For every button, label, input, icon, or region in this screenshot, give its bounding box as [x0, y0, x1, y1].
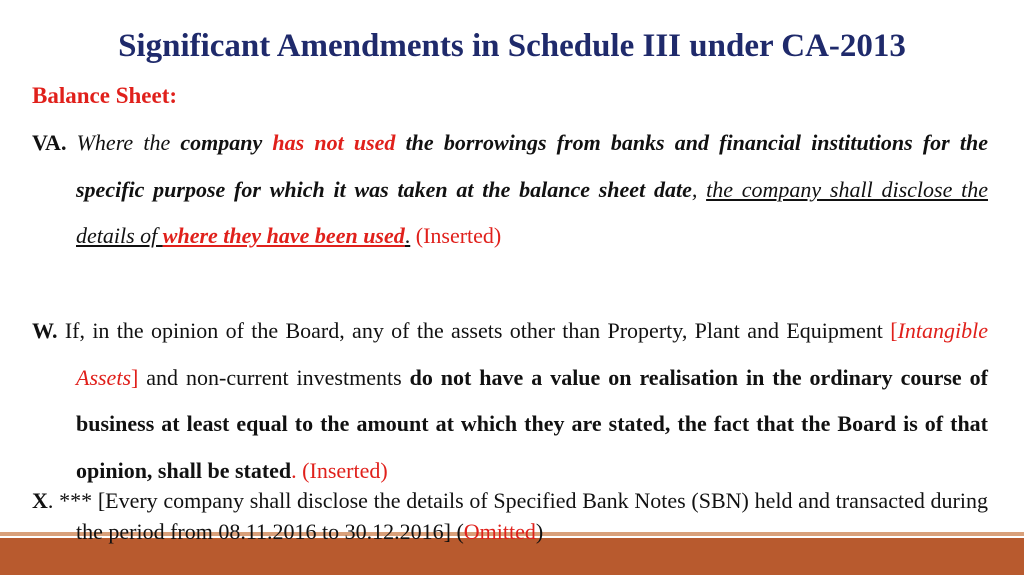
para-va-where-used: where they have been used	[162, 223, 405, 248]
paragraph-x	[32, 485, 988, 547]
para-w-label: W.	[32, 318, 58, 343]
para-va-company: company	[180, 130, 263, 155]
para-w-bold-text: do not have a value on realisation in the ordinary course of business at least equal to the amount at which they are stated, the fact that the Board is of that opinion, shall be stated	[76, 364, 988, 483]
para-va-comma: ,	[691, 176, 707, 202]
para-x-label: X	[32, 488, 48, 513]
slide-title: Significant Amendments in Schedule III under CA-2013	[118, 28, 906, 64]
para-va-inserted-tag: (Inserted)	[410, 223, 502, 248]
para-x-close: )	[535, 519, 544, 544]
para-w-bracket-close: ]	[131, 364, 139, 390]
para-va-borrowings-text: the borrowings from banks and financial institutions for the specific purpose for which it was taken at the balance sheet date	[76, 130, 988, 202]
para-x-omitted: Omitted	[463, 519, 536, 544]
para-va-period: .	[404, 223, 411, 248]
para-x-text: . *** [Every company shall disclose the details of Specified Bank Notes (SBN) held and transacted during the period from 08.11.2016 to 30.12.2016] (	[47, 488, 988, 544]
para-va-space	[262, 130, 272, 155]
para-w-bracket-open: [	[890, 318, 898, 343]
paragraph-w	[32, 308, 988, 494]
para-va-has-not-used: has not used	[272, 130, 396, 155]
para-va-disclose-text: the company shall disclose the details of	[76, 176, 988, 248]
para-w-text-1: If, in the opinion of the Board, any of the assets other than Property, Plant and Equipment	[57, 318, 891, 343]
para-va-label: VA.	[32, 130, 67, 155]
para-w-text-2: and non-current investments	[138, 364, 410, 390]
para-w-intangible-assets: Intangible Assets	[76, 318, 988, 390]
para-w-inserted-tag: . (Inserted)	[291, 457, 388, 483]
paragraph-va	[32, 120, 988, 260]
para-va-text-1: Where the	[66, 130, 181, 155]
section-heading: Balance Sheet:	[32, 83, 178, 108]
